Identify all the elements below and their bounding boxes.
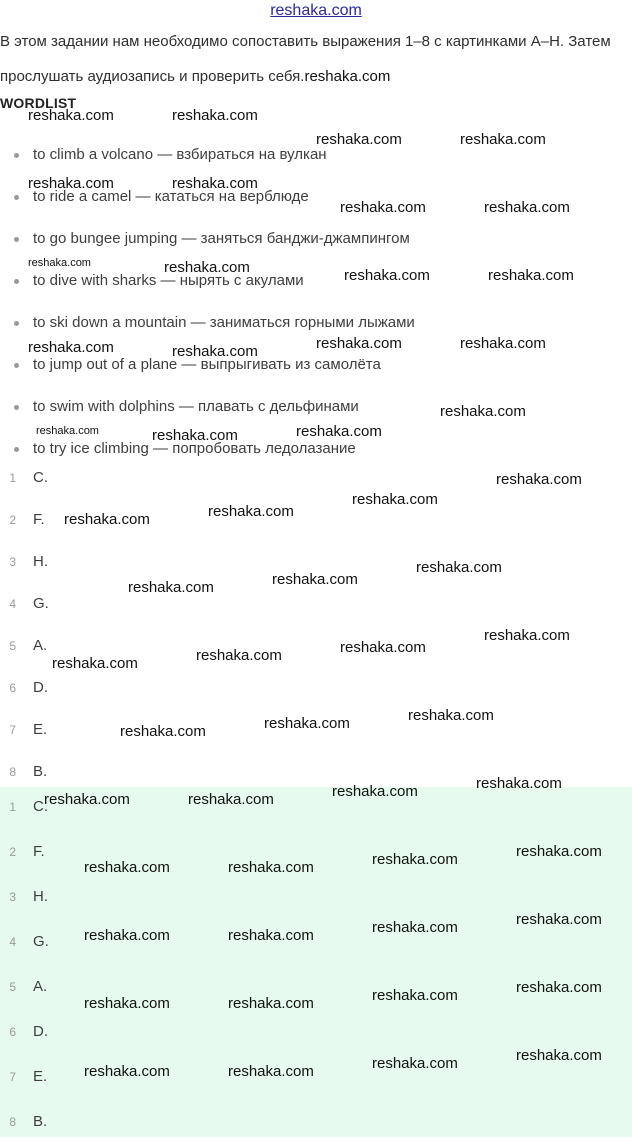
- watermark: reshaka.com: [196, 647, 282, 664]
- watermark: reshaka.com: [128, 579, 214, 596]
- watermark: reshaka.com: [264, 715, 350, 732]
- watermark: reshaka.com: [172, 175, 258, 192]
- watermark: reshaka.com: [120, 723, 206, 740]
- watermark: reshaka.com: [340, 639, 426, 656]
- wordlist-title: WORDLIST: [0, 95, 77, 111]
- watermark: reshaka.com: [516, 911, 602, 928]
- panel-answer-row: 3 H.: [9, 888, 48, 905]
- bullet-icon: [14, 363, 19, 368]
- watermark: reshaka.com: [28, 175, 114, 192]
- answer-row: 2 F.: [9, 511, 45, 528]
- panel-answer-row: 6 D.: [9, 1023, 48, 1040]
- watermark: reshaka.com: [440, 403, 526, 420]
- watermark: reshaka.com: [340, 199, 426, 216]
- watermark: reshaka.com: [316, 335, 402, 352]
- watermark: reshaka.com: [316, 131, 402, 148]
- watermark: reshaka.com: [228, 1063, 314, 1080]
- watermark: reshaka.com: [36, 425, 99, 437]
- wordlist-item: to jump out of a plane — выпрыгивать из самолёта: [14, 345, 381, 385]
- answer-row: 3 H.: [9, 553, 48, 570]
- watermark: reshaka.com: [228, 927, 314, 944]
- panel-answer-row: 4 G.: [9, 933, 49, 950]
- panel-answer-row: 2 F.: [9, 843, 45, 860]
- intro-paragraph: [0, 24, 632, 94]
- watermark: reshaka.com: [516, 1047, 602, 1064]
- watermark: reshaka.com: [44, 791, 130, 808]
- watermark: reshaka.com: [172, 107, 258, 124]
- panel-answer-row: 8 B.: [9, 1113, 48, 1130]
- site-link[interactable]: reshaka.com: [270, 2, 362, 19]
- watermark: reshaka.com: [372, 919, 458, 936]
- answer-row: 7 E.: [9, 721, 48, 738]
- bullet-icon: [14, 237, 19, 242]
- watermark: reshaka.com: [84, 927, 170, 944]
- answer-row: 4 G.: [9, 595, 49, 612]
- bullet-icon: [14, 321, 19, 326]
- answer-row: 8 B.: [9, 763, 48, 780]
- watermark: reshaka.com: [416, 559, 502, 576]
- watermark: reshaka.com: [52, 655, 138, 672]
- watermark: reshaka.com: [344, 267, 430, 284]
- wordlist-item: to ride a camel — кататься на верблюде: [14, 177, 309, 217]
- watermark: reshaka.com: [28, 339, 114, 356]
- watermark: reshaka.com: [488, 267, 574, 284]
- watermark: reshaka.com: [84, 859, 170, 876]
- wordlist-item: to swim with dolphins — плавать с дельфинами: [14, 387, 359, 427]
- answer-row: 1 C.: [9, 469, 48, 486]
- watermark: reshaka.com: [188, 791, 274, 808]
- watermark: reshaka.com: [372, 1055, 458, 1072]
- wordlist-item: to go bungee jumping — заняться банджи-джампингом: [14, 219, 410, 259]
- watermark: reshaka.com: [460, 131, 546, 148]
- watermark: reshaka.com: [460, 335, 546, 352]
- answer-row: 5 A.: [9, 637, 48, 654]
- watermark: reshaka.com: [332, 783, 418, 800]
- intro-watermark: reshaka.com: [304, 68, 391, 85]
- watermark: reshaka.com: [372, 851, 458, 868]
- watermark: reshaka.com: [152, 427, 238, 444]
- bullet-icon: [14, 405, 19, 410]
- wordlist-item: to dive with sharks — нырять с акулами: [14, 261, 304, 301]
- bullet-icon: [14, 447, 19, 452]
- watermark: reshaka.com: [64, 511, 150, 528]
- answer-panel: [0, 787, 632, 1137]
- watermark: reshaka.com: [496, 471, 582, 488]
- watermark: reshaka.com: [28, 257, 91, 269]
- intro-text: В этом задании нам необходимо сопоставить выражения 1–8 с картинками A–H. Затем прослушать аудиозапись и проверить себя.: [0, 33, 611, 85]
- watermark: reshaka.com: [208, 503, 294, 520]
- watermark: reshaka.com: [172, 343, 258, 360]
- watermark: reshaka.com: [228, 859, 314, 876]
- watermark: reshaka.com: [84, 1063, 170, 1080]
- watermark: reshaka.com: [516, 843, 602, 860]
- answer-row: 6 D.: [9, 679, 48, 696]
- watermark: reshaka.com: [516, 979, 602, 996]
- panel-answer-row: 7 E.: [9, 1068, 48, 1085]
- wordlist-item: to try ice climbing — попробовать ледолазание: [14, 429, 356, 469]
- panel-answer-row: 1 C.: [9, 798, 48, 815]
- watermark: reshaka.com: [28, 107, 114, 124]
- panel-answer-row: 5 A.: [9, 978, 48, 995]
- watermark: reshaka.com: [296, 423, 382, 440]
- watermark: reshaka.com: [408, 707, 494, 724]
- watermark: reshaka.com: [228, 995, 314, 1012]
- bullet-icon: [14, 153, 19, 158]
- watermark: reshaka.com: [164, 259, 250, 276]
- watermark: reshaka.com: [484, 199, 570, 216]
- bullet-icon: [14, 195, 19, 200]
- watermark: reshaka.com: [372, 987, 458, 1004]
- watermark: reshaka.com: [352, 491, 438, 508]
- watermark: reshaka.com: [84, 995, 170, 1012]
- wordlist-item: to ski down a mountain — заниматься горными лыжами: [14, 303, 415, 343]
- watermark: reshaka.com: [484, 627, 570, 644]
- bullet-icon: [14, 279, 19, 284]
- watermark: reshaka.com: [476, 775, 562, 792]
- watermark: reshaka.com: [272, 571, 358, 588]
- wordlist-item: to climb a volcano — взбираться на вулкан: [14, 135, 327, 175]
